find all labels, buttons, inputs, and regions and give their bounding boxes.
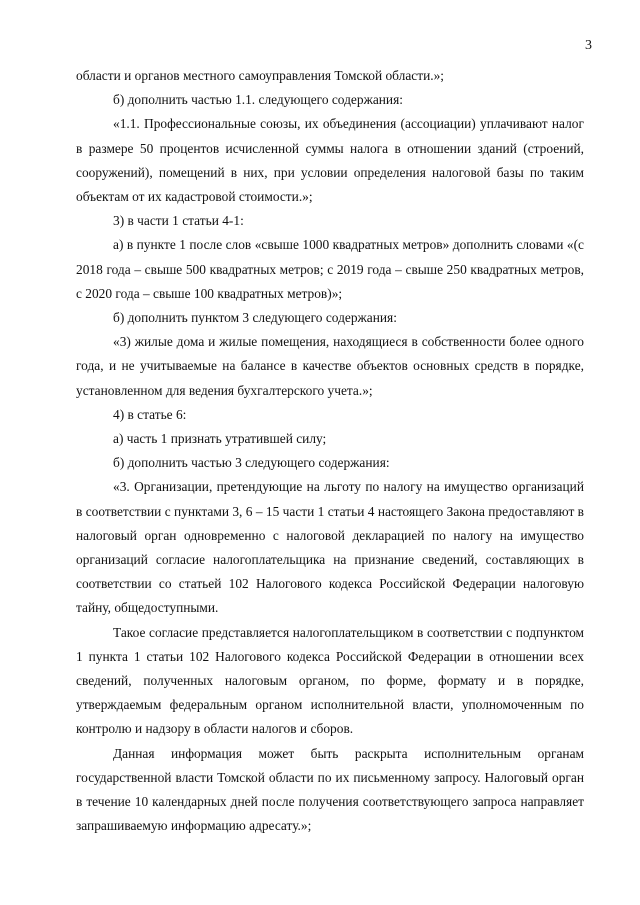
paragraph-item-a: а) часть 1 признать утратившей силу; (113, 431, 327, 447)
page-number: 3 (585, 38, 592, 53)
paragraph-disclosure: Данная информация может быть раскрыта исполнительным органам государственной власти Томской области по их письменному запросу. Налоговый орган в течение 10 календарных дней после получения соответствующего запроса направляет запрашиваемую информацию адресату.»; (76, 745, 584, 834)
paragraph-continuation: области и органов местного самоуправления Томской области.»; (76, 68, 444, 83)
paragraph-part-1-1: «1.1. Профессиональные союзы, их объединения (ассоциации) уплачивают налог в размере 50 процентов исчисленной суммы налога в отношении зданий (строений, сооружений), помещений в них, при условии определения налоговой базы по таким объектам от их кадастровой стоимости.»; (76, 116, 584, 205)
paragraph-item-b: б) дополнить частью 3 следующего содержания: (113, 455, 390, 471)
paragraph-part-3: «3. Организации, претендующие на льготу по налогу на имущество организаций в соответствии с пунктами 3, 6 – 15 части 1 статьи 4 настоящего Закона предоставляют в налоговый орган одновременно с налоговой декларацией по налогу на имущество организаций согласие налогоплательщика на признание сведений, составляющих в соответствии со статьей 102 Налогового кодекса Российской Федерации налоговую тайну, общедоступными. (76, 479, 584, 616)
paragraph-item-4: 4) в статье 6: (113, 406, 187, 422)
paragraph-point-3: «3) жилые дома и жилые помещения, находящиеся в собственности более одного года, и не учитываемые на балансе в качестве объектов основных средств в порядке, установленном для ведения бухгалтерского учета.»; (76, 334, 584, 398)
paragraph-item-b: б) дополнить частью 1.1. следующего содержания: (113, 92, 403, 108)
paragraph-item-b: б) дополнить пунктом 3 следующего содержания: (113, 310, 397, 326)
paragraph-consent: Такое согласие представляется налогоплательщиком в соответствии с подпунктом 1 пункта 1 статьи 102 Налогового кодекса Российской Федерации в отношении всех сведений, полученных налоговым органом, по форме, формату и в порядке, утверждаемым федеральным органом исполнительной власти, уполномоченным по контролю и надзору в области налогов и сборов. (76, 624, 584, 737)
document-body (76, 64, 584, 839)
paragraph-item-a: а) в пункте 1 после слов «свыше 1000 квадратных метров» дополнить словами «(с 2018 года – свыше 500 квадратных метров; с 2019 года – свыше 250 квадратных метров, с 2020 года – свыше 100 квадратных метров)»; (76, 237, 584, 301)
paragraph-item-3: 3) в части 1 статьи 4-1: (113, 213, 244, 229)
